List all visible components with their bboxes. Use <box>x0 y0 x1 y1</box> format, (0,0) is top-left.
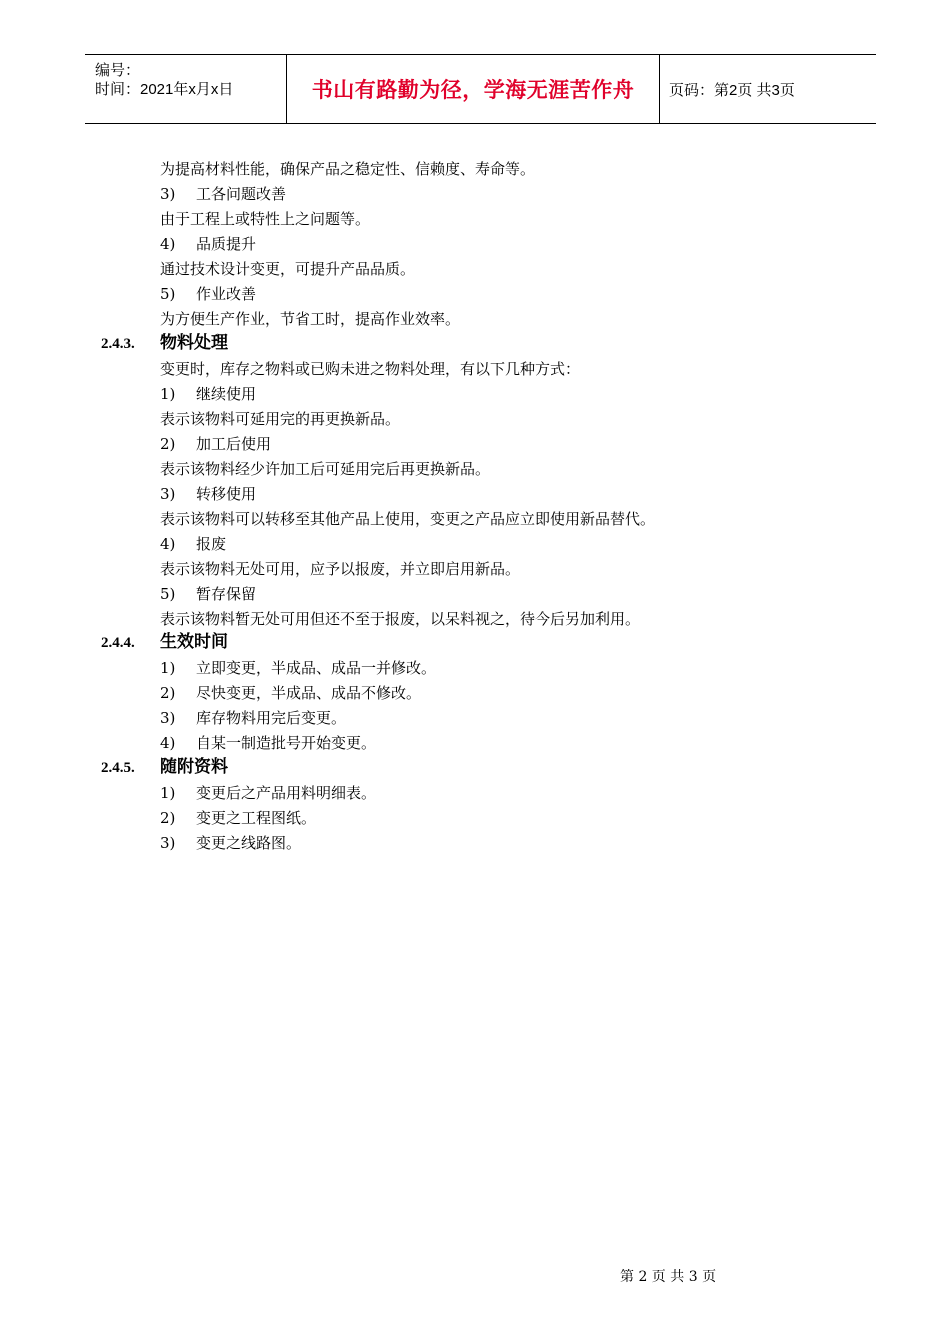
list-item-text: 立即变更，半成品、成品一并修改。 <box>196 659 437 677</box>
paragraph: 表示该物料可延用完的再更换新品。 <box>160 410 401 428</box>
list-item-number: 3) <box>160 834 176 852</box>
section-number: 2.4.3. <box>101 336 135 352</box>
list-item-number: 5) <box>160 285 176 303</box>
list-item-number: 1) <box>160 385 176 403</box>
list-item-text: 工各问题改善 <box>196 185 287 203</box>
paragraph: 表示该物料无处可用，应予以报废，并立即启用新品。 <box>160 560 521 578</box>
paragraph: 由于工程上或特性上之问题等。 <box>160 210 371 228</box>
page-header <box>85 54 876 124</box>
footer-page-number: 第 2 页 共 3 页 <box>620 1269 717 1285</box>
list-item-text: 暂存保留 <box>196 585 257 603</box>
paragraph: 表示该物料暂无处可用但还不至于报废，以呆料视之，待今后另加利用。 <box>160 610 641 628</box>
header-motto-cell <box>287 55 660 123</box>
list-item-number: 1) <box>160 784 176 802</box>
list-item-text: 尽快变更，半成品、成品不修改。 <box>196 684 422 702</box>
list-item-number: 3) <box>160 185 176 203</box>
paragraph: 为方便生产作业，节省工时，提高作业效率。 <box>160 310 461 328</box>
section-title: 物料处理 <box>160 333 228 353</box>
paragraph: 为提高材料性能，确保产品之稳定性、信赖度、寿命等。 <box>160 160 536 178</box>
list-item-number: 1) <box>160 659 176 677</box>
section-title: 随附资料 <box>160 757 228 777</box>
list-item-text: 变更之线路图。 <box>196 834 302 852</box>
list-item-text: 自某一制造批号开始变更。 <box>196 734 377 752</box>
header-meta-cell <box>85 55 287 123</box>
header-page-info: 页码：第2页 共3页 <box>669 81 795 99</box>
list-item-number: 2) <box>160 684 176 702</box>
list-item-text: 变更之工程图纸。 <box>196 809 317 827</box>
list-item-number: 5) <box>160 585 176 603</box>
list-item-number: 4) <box>160 535 176 553</box>
paragraph: 变更时，库存之物料或已购未进之物料处理，有以下几种方式： <box>160 360 581 378</box>
list-item-number: 3) <box>160 709 176 727</box>
section-title: 生效时间 <box>160 632 228 652</box>
header-page-cell <box>660 55 876 123</box>
section-number: 2.4.5. <box>101 760 135 776</box>
list-item-text: 继续使用 <box>196 385 257 403</box>
list-item-text: 变更后之产品用料明细表。 <box>196 784 377 802</box>
document-date-label: 时间：2021年x月x日 <box>95 81 234 98</box>
list-item-number: 2) <box>160 435 176 453</box>
list-item-number: 4) <box>160 734 176 752</box>
section-heading <box>0 757 950 779</box>
list-item-text: 品质提升 <box>196 235 257 253</box>
section-heading <box>0 632 950 654</box>
paragraph: 表示该物料可以转移至其他产品上使用，变更之产品应立即使用新品替代。 <box>160 510 656 528</box>
list-item-text: 转移使用 <box>196 485 257 503</box>
list-item-text: 报废 <box>196 535 227 553</box>
list-item-text: 库存物料用完后变更。 <box>196 709 347 727</box>
header-motto: 书山有路勤为径，学海无涯苦作舟 <box>311 78 635 102</box>
list-item-number: 3) <box>160 485 176 503</box>
section-number: 2.4.4. <box>101 635 135 651</box>
document-number-label: 编号： <box>95 62 141 79</box>
paragraph: 表示该物料经少许加工后可延用完后再更换新品。 <box>160 460 491 478</box>
list-item-number: 2) <box>160 809 176 827</box>
section-heading <box>0 333 950 355</box>
list-item-number: 4) <box>160 235 176 253</box>
paragraph: 通过技术设计变更，可提升产品品质。 <box>160 260 416 278</box>
list-item-text: 作业改善 <box>196 285 257 303</box>
list-item-text: 加工后使用 <box>196 435 272 453</box>
